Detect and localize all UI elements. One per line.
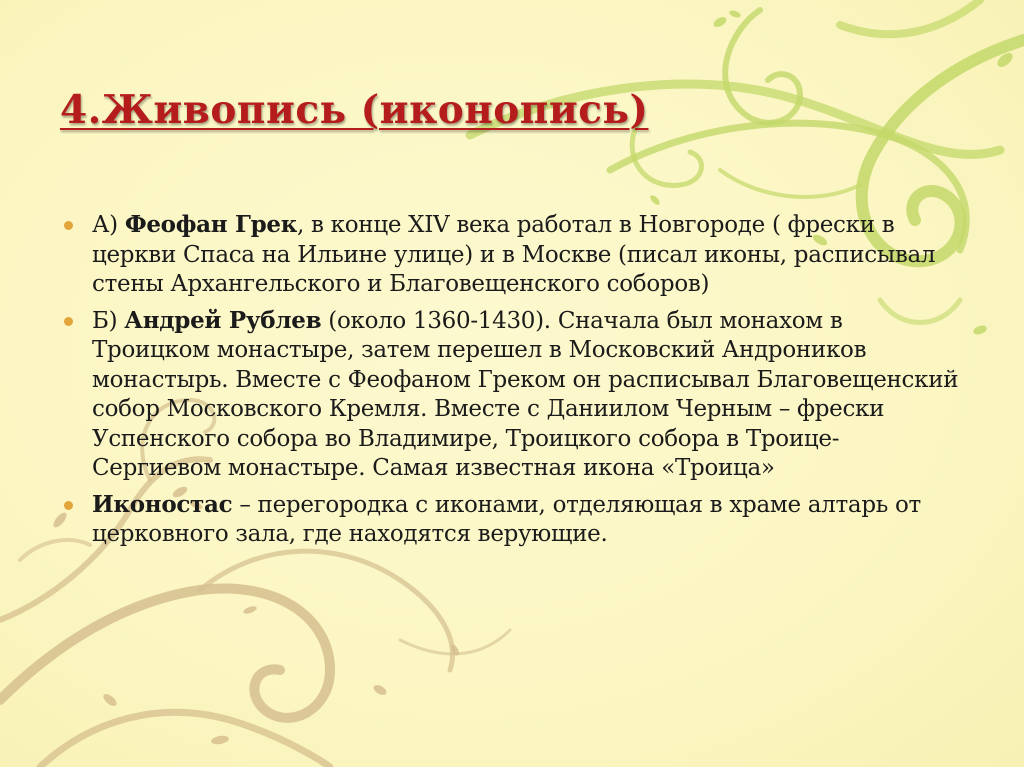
item-bold: Андрей Рублев [124,306,322,334]
list-item [64,306,964,484]
item-text: (около 1360-1430). Сначала был монахом в Троицком монастыре, затем перешел в Московский Андроников монастырь. Вместе с Феофаном Греком он расписывал Благовещенский собор Московского Кремля. Вместе с Даниилом Черным – фрески Успенского собора во Владимире, Троицкого собора в Троице-Сергиевом монастыре. Самая известная икона «Троица» [92,307,959,481]
item-prefix: А) [92,212,125,238]
slide-title: 4.Живопись (иконопись) [60,87,649,133]
item-text: – перегородка с иконами, отделяющая в храме алтарь от церковного зала, где находятся верующие. [92,491,921,547]
item-text: , в конце XIV века работал в Новгороде ( фрески в церкви Спаса на Ильине улице) и в Москве (писал иконы, расписывал стены Архангельского и Благовещенского соборов) [92,212,936,297]
list-item [64,490,964,550]
bullet-icon [64,501,73,510]
bullet-icon [64,221,73,230]
item-bold: Феофан Грек [124,211,297,238]
bullet-icon [64,317,73,326]
list-item [64,210,964,300]
item-bold: Иконостас [92,490,233,518]
bullet-list [64,210,964,556]
item-prefix: Б) [92,307,125,334]
